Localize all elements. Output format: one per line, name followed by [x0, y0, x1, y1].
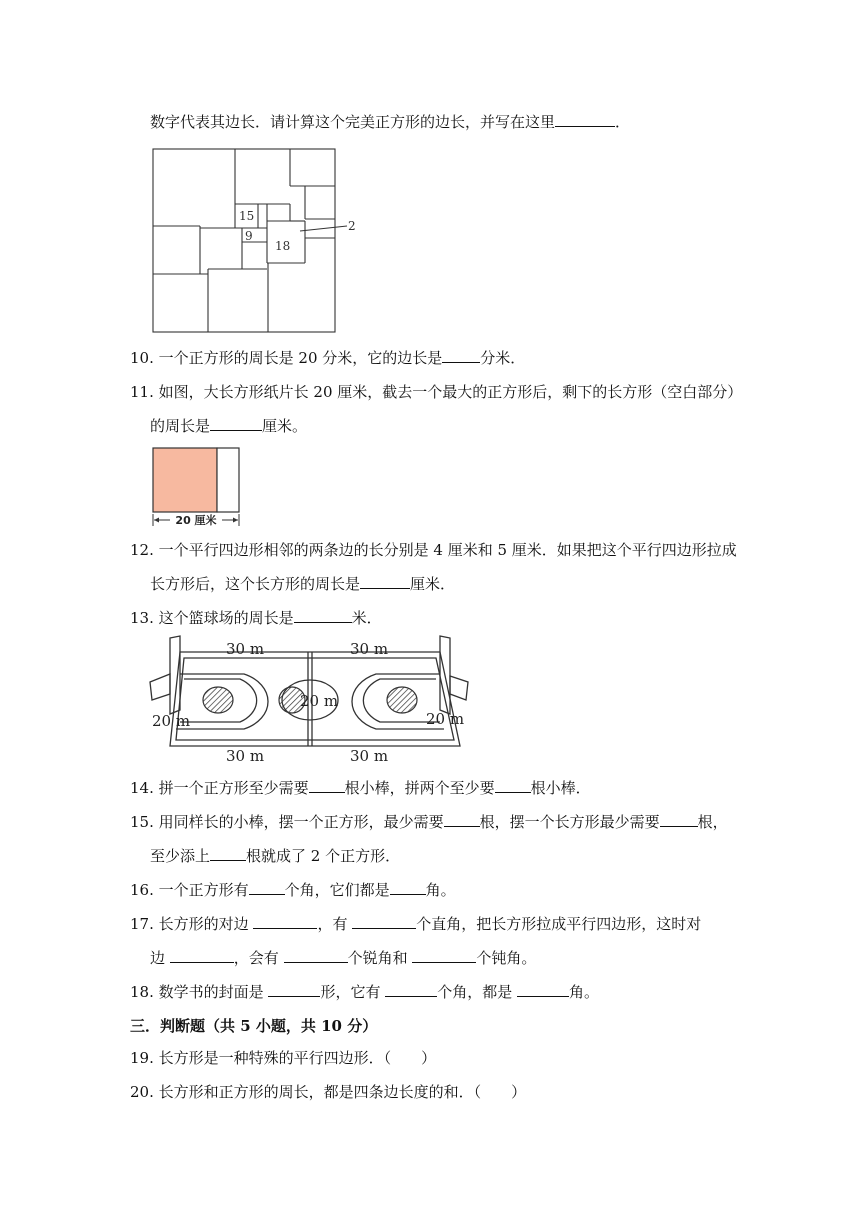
q15-blank-1[interactable] [444, 812, 480, 827]
court-bottom-right-label: 30 m [350, 747, 389, 765]
q16-blank-1[interactable] [249, 880, 285, 895]
q18-blank-1[interactable] [268, 982, 320, 997]
rectangle-cut-figure [148, 446, 248, 528]
q13: 13. 这个篮球场的周长是 米． [130, 609, 382, 627]
q17-blank-2[interactable] [352, 914, 416, 929]
q15-blank-2[interactable] [660, 812, 698, 827]
q12-blank[interactable] [360, 574, 410, 589]
q12-line2: 长方形后，这个长方形的周长是 厘米． [150, 575, 456, 593]
q9-blank[interactable] [555, 112, 615, 127]
q14-blank-1[interactable] [309, 778, 345, 793]
q11-line1: 11. 如图，大长方形纸片长 20 厘米，截去一个最大的正方形后，剩下的长方形（空白部分） [130, 383, 743, 401]
q13-blank[interactable] [294, 608, 352, 623]
square-label-18: 18 [275, 239, 291, 253]
q17-blank-3[interactable] [170, 948, 234, 963]
square-label-15: 15 [239, 209, 255, 223]
court-center-label: 20 m [300, 692, 339, 710]
q15-blank-3[interactable] [210, 846, 246, 861]
q18-blank-2[interactable] [385, 982, 437, 997]
q15-line2: 至少添上 根就成了 2 个正方形． [150, 847, 401, 865]
q16: 16. 一个正方形有 个角，它们都是 角。 [130, 881, 456, 899]
q11-line2: 的周长是 厘米。 [150, 417, 308, 435]
court-bottom-left-label: 30 m [226, 747, 265, 765]
square-label-9: 9 [245, 229, 253, 243]
q17-blank-1[interactable] [253, 914, 317, 929]
q17-line1: 17. 长方形的对边 ，有 个直角，把长方形拉成平行四边形，这时对 [130, 915, 702, 933]
court-side-left-label: 20 m [152, 712, 191, 730]
q17-blank-5[interactable] [412, 948, 476, 963]
q17-line2: 边 ，会有 个锐角和 个钝角。 [150, 949, 537, 967]
q10-blank[interactable] [442, 348, 480, 363]
left-hatched-circle [203, 687, 233, 713]
basketball-court-figure [140, 634, 480, 766]
q10: 10. 一个正方形的周长是 20 分米，它的边长是 分米． [130, 349, 526, 367]
remaining-rectangle [217, 448, 239, 512]
q12-line1: 12. 一个平行四边形相邻的两条边的长分别是 4 厘米和 5 厘米．如果把这个平行四边形拉成 [130, 541, 737, 559]
q15-line1: 15. 用同样长的小棒，摆一个正方形，最少需要 根，摆一个长方形最少需要 根， [130, 813, 728, 831]
q20: 20. 长方形和正方形的周长，都是四条边长度的和．（ ） [130, 1083, 527, 1101]
q19: 19. 长方形是一种特殊的平行四边形．（ ） [130, 1049, 437, 1067]
court-top-right-label: 30 m [350, 640, 389, 658]
section-3-heading: 三．判断题（共 5 小题，共 10 分） [130, 1017, 378, 1035]
q9-text: 数字代表其边长．请计算这个完美正方形的边长，并写在这里 ． [150, 113, 631, 131]
q17-blank-4[interactable] [284, 948, 348, 963]
cut-square [153, 448, 217, 512]
q18-blank-3[interactable] [517, 982, 569, 997]
q11-blank[interactable] [210, 416, 262, 431]
perfect-square-figure [150, 146, 360, 336]
q18: 18. 数学书的封面是 形，它有 个角，都是 角。 [130, 983, 600, 1001]
square-label-2: 2 [348, 219, 356, 233]
court-top-left-label: 30 m [226, 640, 265, 658]
q14-blank-2[interactable] [495, 778, 531, 793]
q16-blank-2[interactable] [390, 880, 426, 895]
court-side-right-label: 20 m [426, 710, 465, 728]
q14: 14. 拼一个正方形至少需要 根小棒，拼两个至少要 根小棒． [130, 779, 591, 797]
right-hatched-circle [387, 687, 417, 713]
dimension-label: 20 厘米 [175, 514, 217, 527]
